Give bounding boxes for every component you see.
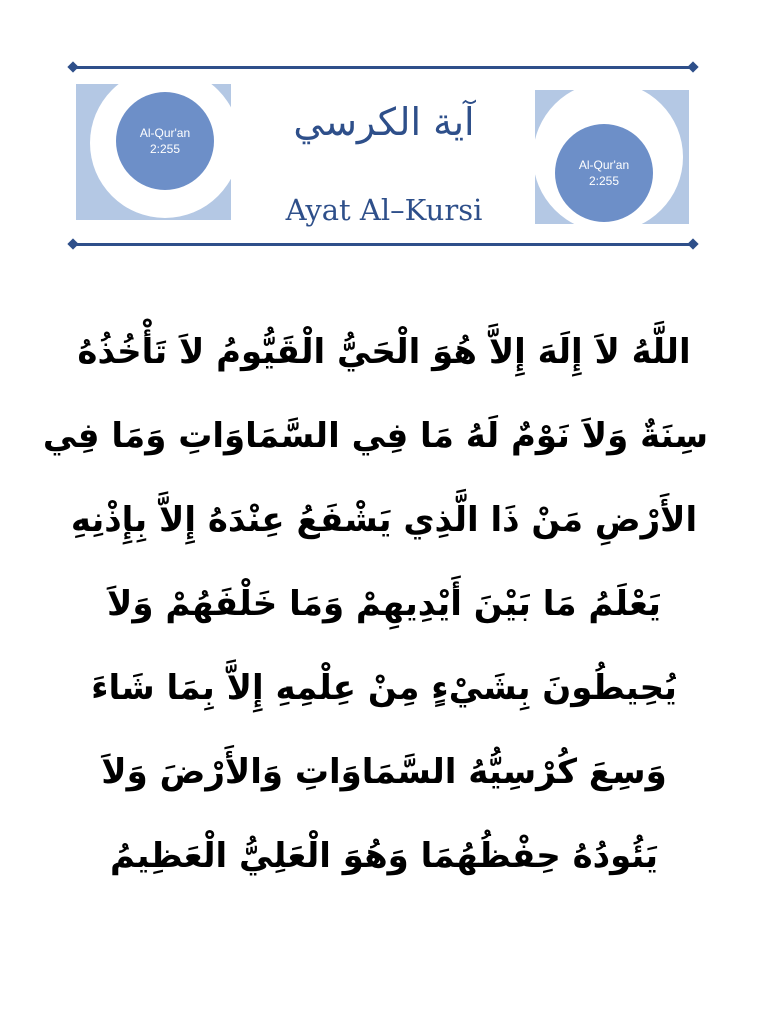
title-arabic: آية الكرسي	[293, 100, 475, 144]
badge-right-line2: 2:255	[588, 174, 620, 188]
badge-left-line2: 2:255	[149, 142, 181, 156]
badge-left	[116, 92, 214, 190]
header-bottom-rule	[73, 243, 693, 246]
verse-line: سِنَةٌ وَلاَ نَوْمٌ لَهُ مَا فِي السَّمَاوَاتِ وَمَا فِي	[42, 416, 708, 456]
verse-line: وَسِعَ كُرْسِيُّهُ السَّمَاوَاتِ وَالأَرْضَ وَلاَ	[101, 752, 667, 792]
verse-line: يُحِيطُونَ بِشَيْءٍ مِنْ عِلْمِهِ إِلاَّ بِمَا شَاءَ	[91, 668, 677, 708]
diamond-ornament	[67, 61, 78, 72]
diamond-ornament	[687, 238, 698, 249]
title-english: Ayat Al–Kursi	[285, 193, 483, 227]
verse-line: يَئُودُهُ حِفْظُهُمَا وَهُوَ الْعَلِيُّ الْعَظِيمُ	[109, 836, 659, 876]
verse-line: يَعْلَمُ مَا بَيْنَ أَيْدِيهِمْ وَمَا خَلْفَهُمْ وَلاَ	[107, 584, 661, 624]
verse-line: اللَّهُ لاَ إِلَهَ إِلاَّ هُوَ الْحَيُّ الْقَيُّومُ لاَ تَأْخُذُهُ	[77, 332, 691, 372]
header-top-rule	[73, 66, 693, 69]
left-decoration	[76, 84, 231, 220]
right-decoration	[535, 90, 689, 224]
diamond-ornament	[687, 61, 698, 72]
verse-text	[42, 310, 708, 898]
verse-line: الأَرْضِ مَنْ ذَا الَّذِي يَشْفَعُ عِنْدَهُ إِلاَّ بِإِذْنِهِ	[70, 500, 698, 540]
badge-right	[555, 124, 653, 222]
diamond-ornament	[67, 238, 78, 249]
badge-right-line1: Al-Qur'an	[578, 158, 630, 172]
badge-left-line1: Al-Qur'an	[139, 126, 191, 140]
